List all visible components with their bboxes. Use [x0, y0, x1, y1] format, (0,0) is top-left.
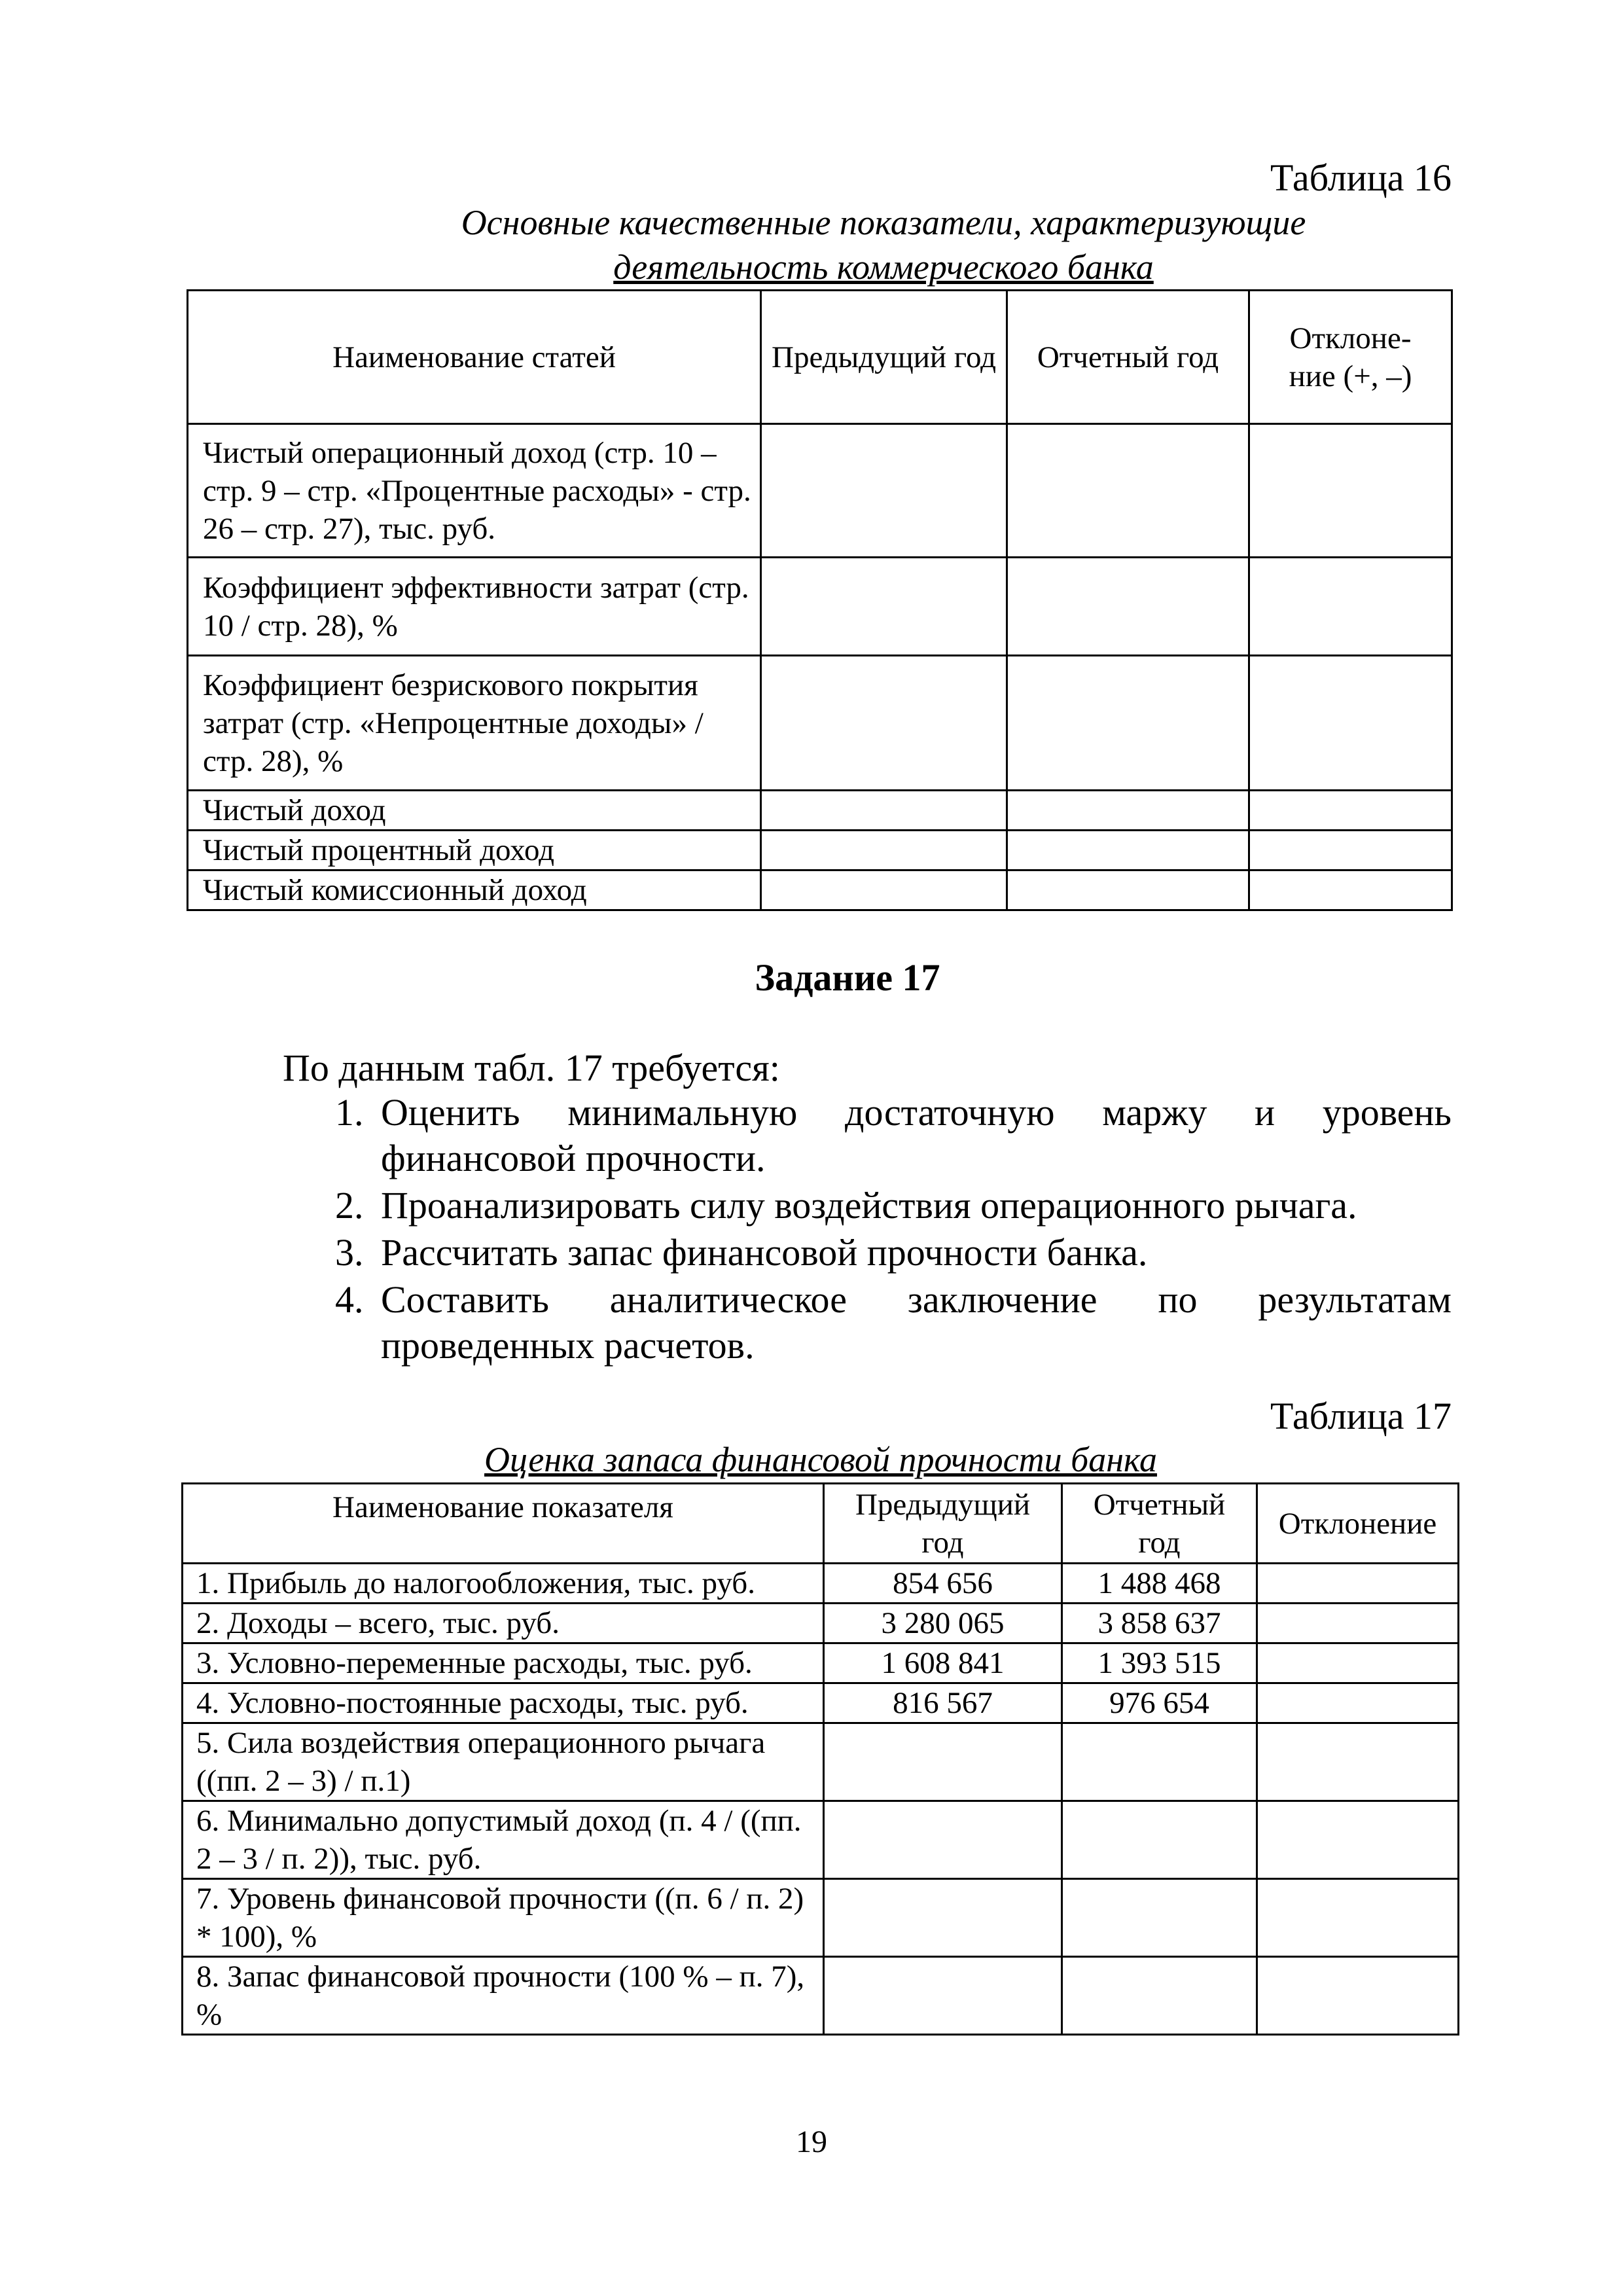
table16-header-name: Наименование статей: [188, 291, 761, 424]
table-row: [183, 1879, 1459, 1957]
table16-header-dev: Отклоне-ние (+, –): [1249, 291, 1452, 424]
table16-cell-dev: [1249, 831, 1452, 870]
table-row: [188, 870, 1452, 910]
page-number: 19: [796, 2125, 827, 2159]
table17-cell-prev: 1 608 841: [824, 1643, 1062, 1683]
table16-cell-dev: [1249, 870, 1452, 910]
table16-header-row: [188, 291, 1452, 424]
table17-cell-prev: [824, 1879, 1062, 1957]
table16-header-prev: Предыдущий год: [761, 291, 1007, 424]
table17-cell-dev: [1257, 1564, 1459, 1604]
table17-cell-curr: 1 393 515: [1062, 1643, 1257, 1683]
table-row: [183, 1683, 1459, 1723]
table17-cell-curr: [1062, 1723, 1257, 1801]
table-row: [188, 831, 1452, 870]
table16-title-line2: деятельность коммерческого банка: [613, 247, 1154, 287]
table17-title: Оценка запаса финансовой прочности банка: [484, 1440, 1157, 1479]
table17-row-name: 8. Запас финансовой прочности (100 % – п. 7), %: [183, 1957, 824, 2035]
table16-row-name: Чистый процентный доход: [188, 831, 761, 870]
table-row: [183, 1564, 1459, 1604]
table16-title-line1: Основные качественные показатели, характеризующие: [461, 203, 1306, 242]
table16-cell-dev: [1249, 791, 1452, 831]
list-item: 2. Проанализировать силу воздействия операционного рычага.: [335, 1184, 1357, 1227]
list-item: 3. Рассчитать запас финансовой прочности банка.: [335, 1231, 1148, 1274]
list-item: 1. Оценить минимальную достаточную маржу и уровень финансовой прочности.: [335, 1091, 1452, 1179]
table17-cell-dev: [1257, 1643, 1459, 1683]
table16-cell-dev: [1249, 656, 1452, 791]
table16-cell-curr: [1007, 791, 1249, 831]
table17-cell-dev: [1257, 1683, 1459, 1723]
table17-header-row: [183, 1484, 1459, 1564]
table16-cell-dev: [1249, 558, 1452, 656]
table17-row-name: 6. Минимально допустимый доход (п. 4 / ((пп. 2 – 3 / п. 2)), тыс. руб.: [183, 1801, 824, 1879]
table17-row-name: 7. Уровень финансовой прочности ((п. 6 / п. 2) * 100), %: [183, 1879, 824, 1957]
table-row: [183, 1801, 1459, 1879]
table16-cell-dev: [1249, 424, 1452, 558]
table17-row-name: 1. Прибыль до налогообложения, тыс. руб.: [183, 1564, 824, 1604]
table16-cell-prev: [761, 656, 1007, 791]
table16-cell-prev: [761, 424, 1007, 558]
task-heading: Задание 17: [755, 956, 940, 999]
table17-cell-curr: [1062, 1801, 1257, 1879]
table16-row-name: Коэффициент эффективности затрат (стр. 10 / стр. 28), %: [188, 558, 761, 656]
table17-cell-curr: 3 858 637: [1062, 1604, 1257, 1643]
list-item: 4. Составить аналитическое заключение по результатам проведенных расчетов.: [335, 1278, 1452, 1367]
table17-row-name: 4. Условно-постоянные расходы, тыс. руб.: [183, 1683, 824, 1723]
table16-row-name: Чистый доход: [188, 791, 761, 831]
table17-row-name: 3. Условно-переменные расходы, тыс. руб.: [183, 1643, 824, 1683]
table16-title: [187, 200, 1580, 289]
table-row: [188, 656, 1452, 791]
table16-cell-curr: [1007, 424, 1249, 558]
table16-row-name: Коэффициент безрискового покрытия затрат (стр. «Непроцентные доходы» / стр. 28), %: [188, 656, 761, 791]
table17-label: Таблица 17: [1270, 1395, 1452, 1437]
table16-cell-prev: [761, 791, 1007, 831]
table17-row-name: 5. Сила воздействия операционного рычага ((пп. 2 – 3) / п.1): [183, 1723, 824, 1801]
table17-cell-prev: [824, 1957, 1062, 2035]
table-row: [183, 1723, 1459, 1801]
table17-header-name: Наименование показателя: [183, 1484, 824, 1564]
table16-cell-curr: [1007, 870, 1249, 910]
task-intro: По данным табл. 17 требуется:: [283, 1047, 780, 1089]
table16-cell-curr: [1007, 656, 1249, 791]
table17-cell-prev: [824, 1723, 1062, 1801]
table17-cell-curr: 1 488 468: [1062, 1564, 1257, 1604]
table17-cell-dev: [1257, 1957, 1459, 2035]
table17-cell-curr: [1062, 1957, 1257, 2035]
table16-cell-curr: [1007, 831, 1249, 870]
table-row: [183, 1604, 1459, 1643]
table17-cell-prev: 816 567: [824, 1683, 1062, 1723]
table16-cell-prev: [761, 831, 1007, 870]
table17-cell-prev: 854 656: [824, 1564, 1062, 1604]
table17-cell-dev: [1257, 1879, 1459, 1957]
table-row: [188, 558, 1452, 656]
table16-cell-prev: [761, 558, 1007, 656]
table16-label: Таблица 16: [1270, 156, 1452, 199]
table17-row-name: 2. Доходы – всего, тыс. руб.: [183, 1604, 824, 1643]
table17-cell-curr: [1062, 1879, 1257, 1957]
table17-cell-dev: [1257, 1723, 1459, 1801]
table16-header-curr: Отчетный год: [1007, 291, 1249, 424]
table16-row-name: Чистый операционный доход (стр. 10 – стр. 9 – стр. «Процентные расходы» - стр. 26 – стр. 27), тыс. руб.: [188, 424, 761, 558]
table17-cell-dev: [1257, 1801, 1459, 1879]
table16-cell-curr: [1007, 558, 1249, 656]
table17-header-dev: Отклонение: [1257, 1484, 1459, 1564]
table17-header-curr: Отчетный год: [1062, 1484, 1257, 1564]
table-row: [188, 424, 1452, 558]
table17-cell-curr: 976 654: [1062, 1683, 1257, 1723]
table17: [181, 1482, 1459, 2036]
task-list: [335, 1090, 1452, 1370]
table17-header-prev: Предыдущий год: [824, 1484, 1062, 1564]
table17-cell-prev: [824, 1801, 1062, 1879]
table-row: [183, 1957, 1459, 2035]
table17-cell-prev: 3 280 065: [824, 1604, 1062, 1643]
table-row: [183, 1643, 1459, 1683]
table16-cell-prev: [761, 870, 1007, 910]
table-row: [188, 791, 1452, 831]
table16: [187, 289, 1453, 911]
table17-cell-dev: [1257, 1604, 1459, 1643]
table16-row-name: Чистый комиссионный доход: [188, 870, 761, 910]
